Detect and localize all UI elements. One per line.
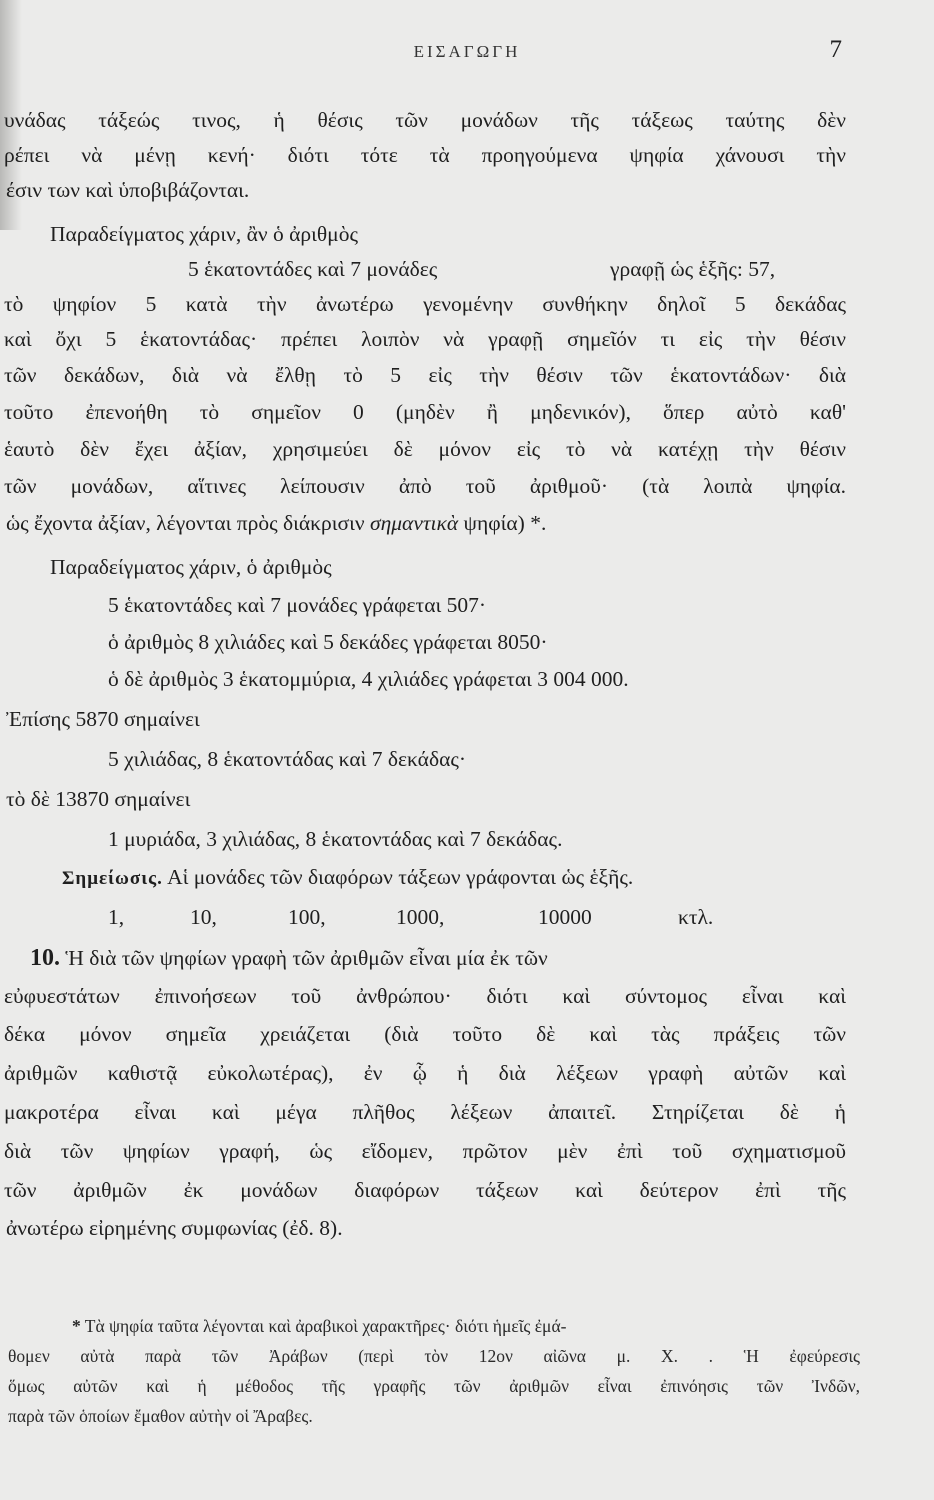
text-line: δέκα μόνον σημεῖα χρειάζεται (διὰ τοῦτο δὲ καὶ τὰς πράξεις τῶν bbox=[4, 1022, 846, 1046]
text-line: ἑαυτὸ δὲν ἔχει ἀξίαν, χρησιμεύει δὲ μόνον εἰς τὸ νὰ κατέχῃ τὴν θέσιν bbox=[4, 437, 846, 461]
note-label: Σημείωσις. bbox=[62, 868, 163, 889]
text-line: 1 μυριάδα, 3 χιλιάδας, 8 ἑκατοντάδας καὶ 7 δεκάδας. bbox=[108, 827, 563, 851]
list-item: 10000 bbox=[538, 905, 592, 929]
text-span: Ἡ διὰ τῶν ψηφίων γραφὴ τῶν ἀριθμῶν εἶναι μία ἐκ τῶν bbox=[60, 946, 548, 970]
list-item: 10, bbox=[190, 905, 217, 929]
text-line: έσιν των καὶ ὑποβιβάζονται. bbox=[6, 178, 250, 202]
paragraph-number: 10. bbox=[30, 945, 60, 971]
text-line: τῶν ἀριθμῶν ἐκ μονάδων διαφόρων τάξεων καὶ δεύτερον ἐπὶ τῆς bbox=[4, 1178, 846, 1202]
footnote-line: παρὰ τῶν ὁποίων ἔμαθον αὐτὴν οἱ Ἄραβες. bbox=[8, 1406, 313, 1426]
footnote-line bbox=[72, 1316, 566, 1337]
list-item: κτλ. bbox=[678, 905, 714, 929]
text-line: τῶν μονάδων, αἵτινες λείπουσιν ἀπὸ τοῦ ἀριθμοῦ· (τὰ λοιπὰ ψηφία. bbox=[4, 474, 846, 498]
text-line: 5 ἑκατοντάδες καὶ 7 μονάδες bbox=[188, 257, 438, 281]
text-line: Παραδείγματος χάριν, ἂν ὁ ἀριθμὸς bbox=[50, 222, 358, 246]
text-line: μακροτέρα εἶναι καὶ μέγα πλῆθος λέξεων ἀπαιτεῖ. Στηρίζεται δὲ ἡ bbox=[4, 1100, 846, 1124]
text-line: καὶ ὄχι 5 ἑκατοντάδας· πρέπει λοιπὸν νὰ γραφῇ σημεῖόν τι εἰς τὴν θέσιν bbox=[4, 327, 846, 351]
text-span: ψηφία) *. bbox=[458, 511, 547, 535]
text-line bbox=[30, 945, 548, 972]
footnote-line: ὅμως αὐτῶν καὶ ἡ μέθοδος τῆς γραφῆς τῶν ἀριθμῶν εἶναι ἐπινόησις τῶν Ἰνδῶν, bbox=[8, 1376, 860, 1396]
text-line: γραφῇ ὡς ἑξῆς: 57, bbox=[610, 257, 776, 281]
text-span: Αἱ μονάδες τῶν διαφόρων τάξεων γράφονται ὡς ἑξῆς. bbox=[162, 865, 634, 889]
text-line bbox=[62, 865, 633, 890]
list-item: 1, bbox=[108, 905, 125, 929]
text-line: Ἐπίσης 5870 σημαίνει bbox=[6, 707, 200, 731]
text-line: ὁ δὲ ἀριθμὸς 3 ἑκατομμύρια, 4 χιλιάδες γράφεται 3 004 000. bbox=[108, 667, 629, 691]
text-line: τὸ ψηφίον 5 κατὰ τὴν ἀνωτέρω γενομένην συνθήκην δηλοῖ 5 δεκάδας bbox=[4, 292, 846, 316]
text-line bbox=[6, 511, 546, 536]
text-line: ὁ ἀριθμὸς 8 χιλιάδες καὶ 5 δεκάδες γράφεται 8050· bbox=[108, 630, 548, 654]
running-head: ΕΙΣΑΓΩΓΗ bbox=[413, 42, 521, 61]
footnote-line: θομεν αὐτὰ παρὰ τῶν Ἀράβων (περὶ τὸν 12ον αἰῶνα μ. Χ. . Ἡ ἐφεύρεσις bbox=[8, 1346, 860, 1366]
page-number: 7 bbox=[829, 36, 842, 63]
footnote-rule bbox=[360, 1276, 540, 1277]
text-span: ὡς ἔχοντα ἀξίαν, λέγονται πρὸς διάκρισιν bbox=[6, 511, 370, 535]
text-line: ρέπει νὰ μένῃ κενή· διότι τότε τὰ προηγούμενα ψηφία χάνουσι τὴν bbox=[4, 143, 846, 167]
text-line: τῶν δεκάδων, διὰ νὰ ἔλθῃ τὸ 5 εἰς τὴν θέσιν τῶν ἑκατοντάδων· διὰ bbox=[4, 363, 846, 387]
text-line: Παραδείγματος χάριν, ὁ ἀριθμὸς bbox=[50, 555, 332, 579]
footnote-marker: * bbox=[72, 1316, 81, 1336]
text-line: υνάδας τάξεώς τινος, ἡ θέσις τῶν μονάδων τῆς τάξεως ταύτης δὲν bbox=[4, 108, 846, 132]
text-line: τὸ δὲ 13870 σημαίνει bbox=[6, 787, 191, 811]
text-line: εὐφυεστάτων ἐπινοήσεων τοῦ ἀνθρώπου· διότι καὶ σύντομος εἶναι καὶ bbox=[4, 984, 846, 1008]
text-line: 5 χιλιάδας, 8 ἑκατοντάδας καὶ 7 δεκάδας· bbox=[108, 747, 467, 771]
text-line: ἀνωτέρω εἰρημένης συμφωνίας (ἐδ. 8). bbox=[6, 1216, 343, 1240]
text-line: 5 ἑκατοντάδες καὶ 7 μονάδες γράφεται 507· bbox=[108, 593, 487, 617]
italic-term: σημαντικὰ bbox=[369, 511, 459, 535]
text-line: διὰ τῶν ψηφίων γραφή, ὡς εἴδομεν, πρῶτον μὲν ἐπὶ τοῦ σχηματισμοῦ bbox=[4, 1139, 846, 1163]
list-item: 1000, bbox=[396, 905, 445, 929]
text-line: ἀριθμῶν καθιστᾷ εὐκολωτέρας), ἐν ᾧ ἡ διὰ λέξεων γραφὴ αὐτῶν καὶ bbox=[4, 1061, 846, 1085]
text-span: Τὰ ψηφία ταῦτα λέγονται καὶ ἀραβικοὶ χαρακτῆρες· διότι ἡμεῖς ἐμά- bbox=[80, 1316, 567, 1336]
text-line: τοῦτο ἐπενοήθη τὸ σημεῖον 0 (μηδὲν ἢ μηδενικόν), ὅπερ αὐτὸ καθ' bbox=[4, 400, 846, 424]
list-item: 100, bbox=[288, 905, 326, 929]
